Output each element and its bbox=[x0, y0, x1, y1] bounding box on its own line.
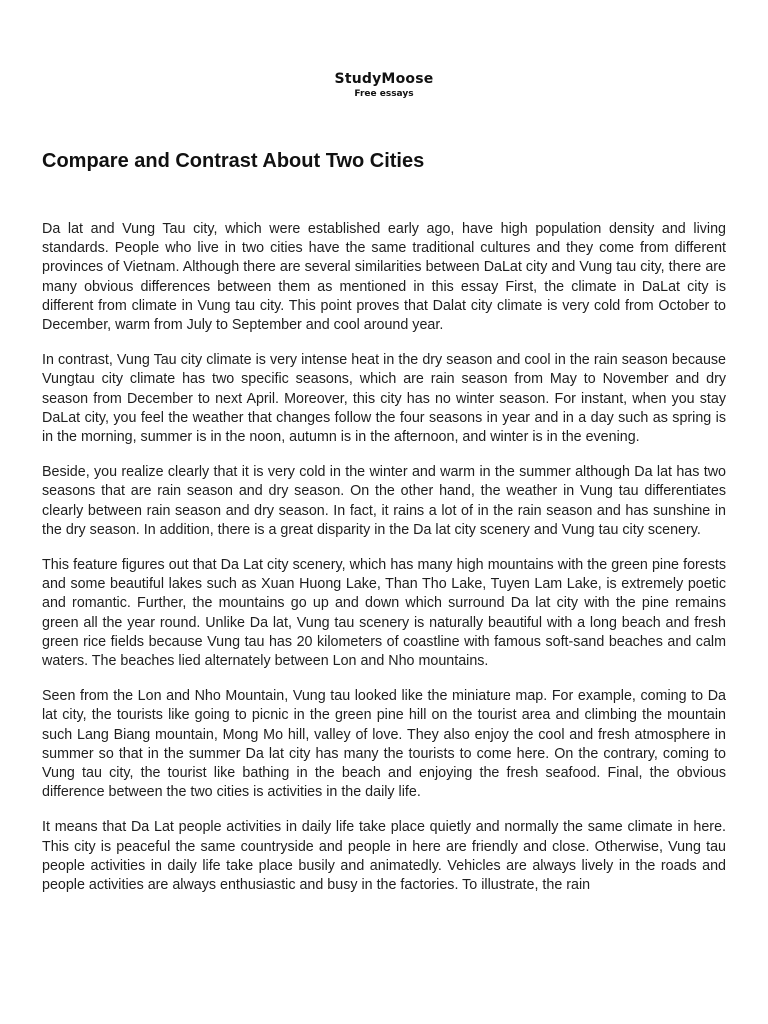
essay-paragraph-6: It means that Da Lat people activities in daily life take place quietly and normally the same climate in here. This city is peaceful the same countryside and people in here are friendly and close. Otherwise, Vung tau people activities in daily life take place busily and animatedly. Vehicles are always lively in the roads and people activities are always enthusiastic and busy in the factories. To illustrate, the rain bbox=[42, 819, 726, 894]
essay-body bbox=[42, 220, 726, 911]
brand-tagline: Free essays bbox=[354, 89, 414, 99]
essay-paragraph-2: In contrast, Vung Tau city climate is very intense heat in the dry season and cool in the rain season because Vungtau city climate has two specific seasons, which are rain season from May to November and dry season from December to next April. Moreover, this city has no winter season. For instant, when you stay DaLat city, you feel the weather that changes follow the four seasons in year and in a day such as spring is in the morning, summer is in the noon, autumn is in the afternoon, and winter is in the evening. bbox=[42, 352, 726, 446]
essay-paragraph-4: This feature figures out that Da Lat city scenery, which has many high mountains with the green pine forests and some beautiful lakes such as Xuan Huong Lake, Than Tho Lake, Tuyen Lam Lake, is extremely poetic and romantic. Further, the mountains go up and down which surround Da lat city with the pine remains green all the year round. Unlike Da lat, Vung tau scenery is naturally beautiful with a long beach and fresh green rice fields because Vung tau has 20 kilometers of coastline with famous soft-sand beaches and calm waters. The beaches lied alternately between Lon and Nho mountains. bbox=[42, 557, 726, 670]
essay-paragraph-3: Beside, you realize clearly that it is very cold in the winter and warm in the summer although Da lat has two seasons that are rain season and dry season. On the other hand, the weather in Vung tau differentiates clearly between rain season and dry season. In fact, it rains a lot of in the rain season and has sunshine in the dry season. In addition, there is a great disparity in the Da lat city scenery and Vung tau city scenery. bbox=[42, 464, 726, 538]
essay-title: Compare and Contrast About Two Cities bbox=[42, 150, 425, 172]
site-header bbox=[0, 70, 768, 101]
essay-paragraph-1: Da lat and Vung Tau city, which were established early ago, have high population density and living standards. People who live in two cities have the same traditional cultures and they come from different provinces of Vietnam. Although there are several similarities between DaLat city and Vung tau city, there are many obvious differences between them as mentioned in this essay First, the climate in DaLat city is different from climate in Vung tau city. This point proves that Dalat city climate is very cold from October to December, warm from July to September and cool around year. bbox=[42, 221, 726, 334]
brand-logo-text[interactable]: StudyMoose bbox=[334, 71, 434, 87]
essay-paragraph-5: Seen from the Lon and Nho Mountain, Vung tau looked like the miniature map. For example, coming to Da lat city, the tourists like going to picnic in the green pine hill on the tourist area and climbing the mountain such Lang Biang mountain, Mong Mo hill, valley of love. They also enjoy the cool and fresh atmosphere in summer so that in the summer Da lat city has many the tourists to come here. On the contrary, coming to Vung tau city, the tourist like bathing in the beach and enjoying the fresh seafood. Final, the obvious difference between the two cities is activities in the daily life. bbox=[42, 688, 726, 801]
